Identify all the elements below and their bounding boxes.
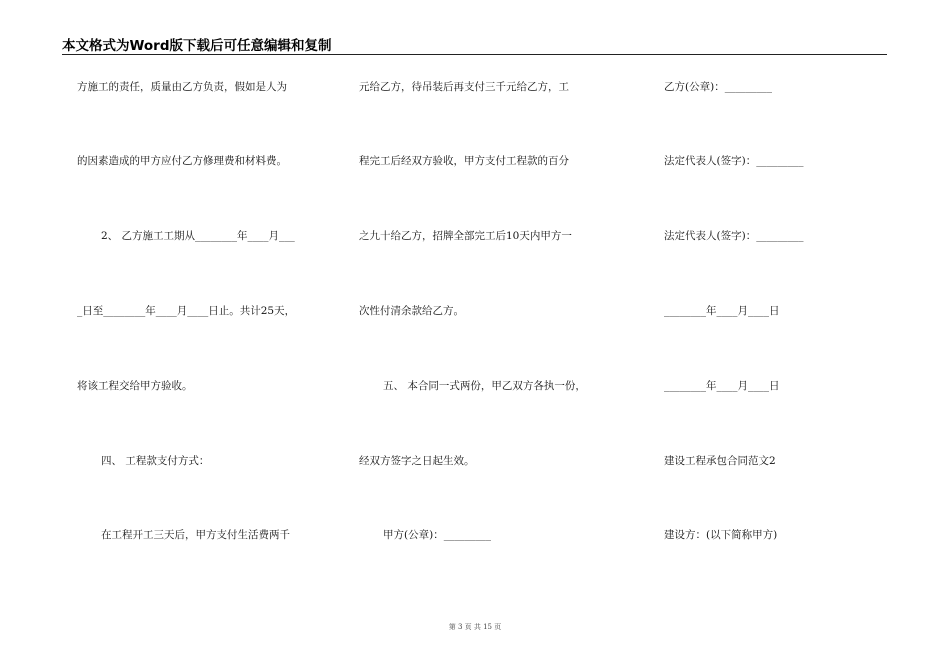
left-line-1: 方施工的责任，质量由乙方负责，假如是人为 [77, 81, 287, 93]
page-number: 第 3 页 共 15 页 [448, 623, 502, 631]
right-line-2: 法定代表人(签字)：_________ [664, 155, 804, 167]
middle-line-1: 元给乙方，待吊装后再支付三千元给乙方，工 [359, 81, 569, 93]
middle-line-3: 之九十给乙方，招牌全部完工后10天内甲方一 [359, 230, 572, 242]
middle-line-5: 五、 本合同一式两份，甲乙双方各执一份， [383, 380, 586, 392]
middle-line-4: 次性付清余款给乙方。 [359, 305, 464, 317]
middle-line-7: 甲方(公章)：_________ [383, 529, 491, 541]
middle-line-2: 程完工后经双方验收，甲方支付工程款的百分 [359, 155, 569, 167]
right-line-6: 建设工程承包合同范文2 [664, 455, 776, 467]
right-line-1: 乙方(公章)：_________ [664, 81, 772, 93]
right-line-3: 法定代表人(签字)：_________ [664, 230, 804, 242]
left-line-7: 在工程开工三天后，甲方支付生活费两千 [101, 529, 290, 541]
left-line-5: 将该工程交给甲方验收。 [77, 380, 193, 392]
middle-line-6: 经双方签字之日起生效。 [359, 455, 475, 467]
left-line-2: 的因素造成的甲方应付乙方修理费和材料费。 [77, 155, 287, 167]
page-header [62, 36, 887, 55]
right-line-5: ________年____月____日 [664, 380, 780, 392]
left-line-4: _日至________年____月____日止。共计25天， [77, 305, 296, 317]
left-line-3: 2、 乙方施工工期从________年____月___ [101, 230, 295, 242]
right-line-4: ________年____月____日 [664, 305, 780, 317]
right-line-7: 建设方：(以下简称甲方) [664, 529, 778, 541]
document-title: 本文格式为Word版下载后可任意编辑和复制 [62, 38, 332, 54]
left-line-6: 四、 工程款支付方式： [101, 455, 210, 467]
